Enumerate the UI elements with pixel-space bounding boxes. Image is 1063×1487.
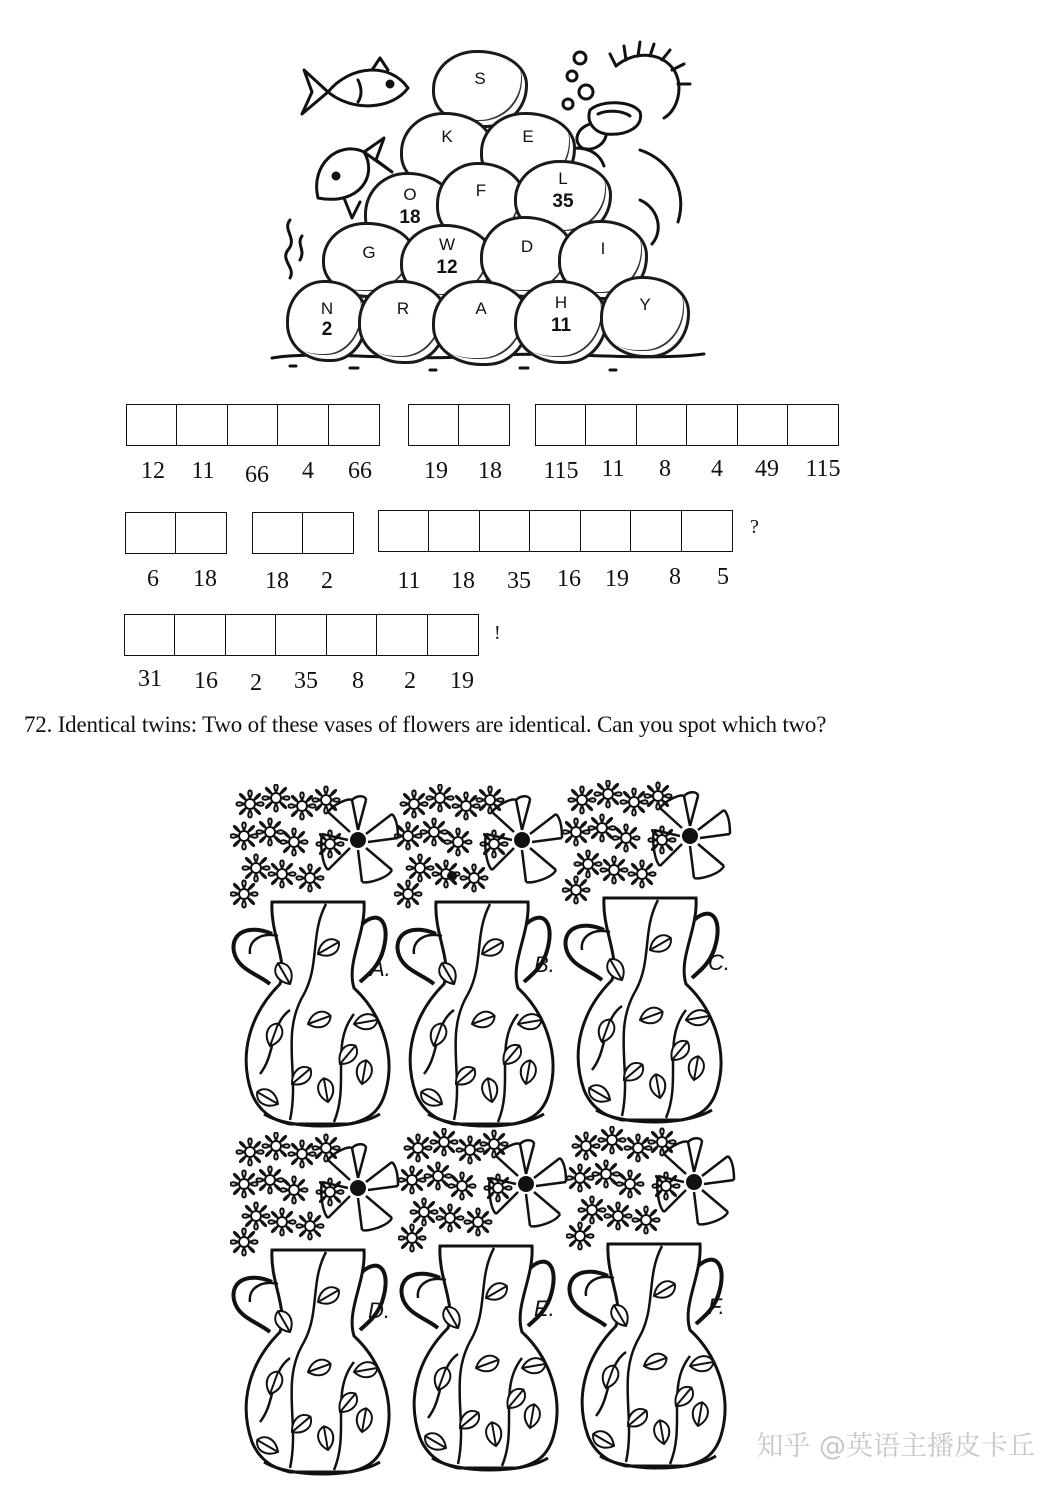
- vase-d[interactable]: [230, 1132, 400, 1482]
- question-72: [24, 712, 826, 738]
- code-number: 8: [352, 668, 364, 694]
- letter-box[interactable]: [124, 614, 176, 656]
- letter-box[interactable]: [585, 404, 637, 446]
- word-boxes: [253, 512, 354, 554]
- vase-label: F.: [708, 1294, 725, 1319]
- letter-box[interactable]: [681, 510, 733, 552]
- letter-box[interactable]: [175, 512, 227, 554]
- letter-box[interactable]: [326, 614, 378, 656]
- letter-box[interactable]: [378, 510, 430, 552]
- letter-box[interactable]: [408, 404, 460, 446]
- code-number: 18: [193, 566, 217, 592]
- vase-label: B.: [534, 952, 555, 977]
- code-number: 35: [507, 568, 531, 594]
- code-number: 11: [601, 456, 625, 482]
- letter-box[interactable]: [302, 512, 354, 554]
- vase-f[interactable]: [566, 1126, 736, 1476]
- code-number: 19: [450, 668, 474, 694]
- word-boxes: [379, 510, 733, 552]
- word-boxes: [127, 404, 380, 446]
- vase-label: D.: [368, 1298, 390, 1323]
- code-number: 35: [294, 668, 318, 694]
- stone: K: [400, 112, 494, 192]
- puzzle-illustration: [260, 40, 710, 375]
- vase-e[interactable]: [398, 1128, 568, 1478]
- letter-box[interactable]: [376, 614, 428, 656]
- letter-box[interactable]: [458, 404, 510, 446]
- code-number: 8: [659, 456, 671, 482]
- word-boxes: [409, 404, 510, 446]
- code-number: 2: [404, 668, 416, 694]
- letter-box[interactable]: [225, 614, 277, 656]
- letter-box[interactable]: [125, 512, 177, 554]
- stone: F: [436, 162, 526, 246]
- code-number: 19: [424, 458, 448, 484]
- letter-box[interactable]: [428, 510, 480, 552]
- stone: O 18: [364, 172, 456, 256]
- letter-box[interactable]: [427, 614, 479, 656]
- letter-box[interactable]: [737, 404, 789, 446]
- code-number: 16: [557, 566, 581, 592]
- vase-label: C.: [708, 950, 730, 975]
- code-number: 2: [321, 568, 333, 594]
- question-mark: ?: [750, 516, 759, 538]
- letter-box[interactable]: [277, 404, 329, 446]
- word-boxes: [536, 404, 839, 446]
- letter-box[interactable]: [174, 614, 226, 656]
- code-number: 18: [451, 568, 475, 594]
- exclamation-mark: !: [494, 622, 501, 644]
- code-number: 66: [245, 462, 269, 488]
- stone: E: [480, 112, 576, 192]
- letter-box[interactable]: [176, 404, 228, 446]
- letter-box[interactable]: [535, 404, 587, 446]
- stone: L 35: [514, 160, 612, 238]
- stone: Y: [600, 276, 690, 358]
- code-number: 4: [711, 456, 723, 482]
- code-number: 5: [717, 564, 729, 590]
- vase-c[interactable]: [562, 780, 732, 1130]
- stone: I: [558, 220, 648, 300]
- vase-icon: [562, 780, 732, 1130]
- stone: D: [480, 216, 574, 298]
- code-number: 12: [141, 458, 165, 484]
- code-number: 115: [543, 458, 579, 484]
- letter-box[interactable]: [580, 510, 632, 552]
- stone: N 2: [286, 280, 368, 362]
- stone: W 12: [400, 224, 494, 302]
- word-boxes: [125, 614, 479, 656]
- letter-box[interactable]: [529, 510, 581, 552]
- code-number: 66: [348, 458, 372, 484]
- letter-box[interactable]: [328, 404, 380, 446]
- code-number: 115: [805, 456, 841, 482]
- code-number: 19: [605, 566, 629, 592]
- stone: A: [432, 280, 530, 366]
- vase-label: E.: [534, 1296, 555, 1321]
- vase-label: A.: [370, 956, 391, 981]
- code-number: 18: [265, 568, 289, 594]
- letter-box[interactable]: [252, 512, 304, 554]
- code-number: 6: [147, 566, 159, 592]
- letter-box[interactable]: [686, 404, 738, 446]
- letter-box[interactable]: [636, 404, 688, 446]
- code-number: 31: [138, 666, 162, 692]
- letter-box[interactable]: [227, 404, 279, 446]
- fish-icon: [302, 58, 408, 114]
- code-number: 16: [194, 668, 218, 694]
- question-text: Identical twins: Two of these vases of flowers are identical. Can you spot which two?: [57, 712, 827, 737]
- letter-box[interactable]: [479, 510, 531, 552]
- vase-b[interactable]: [394, 784, 564, 1134]
- letter-box[interactable]: [126, 404, 178, 446]
- stone: G: [322, 222, 416, 298]
- letter-box[interactable]: [787, 404, 839, 446]
- question-number: 72.: [24, 712, 53, 737]
- code-number: 18: [478, 458, 502, 484]
- watermark: 知乎 @英语主播皮卡丘: [756, 1431, 1035, 1462]
- word-boxes: [126, 512, 227, 554]
- stone: R: [358, 280, 448, 364]
- code-number: 49: [755, 456, 779, 482]
- code-number: 2: [250, 670, 262, 696]
- letter-box[interactable]: [275, 614, 327, 656]
- stone: S: [432, 50, 528, 128]
- code-number: 8: [669, 564, 681, 590]
- code-number: 11: [191, 458, 215, 484]
- stone: H 11: [514, 280, 608, 364]
- code-number: 11: [397, 568, 421, 594]
- letter-box[interactable]: [630, 510, 682, 552]
- code-number: 4: [302, 458, 314, 484]
- vase-a[interactable]: [230, 784, 400, 1134]
